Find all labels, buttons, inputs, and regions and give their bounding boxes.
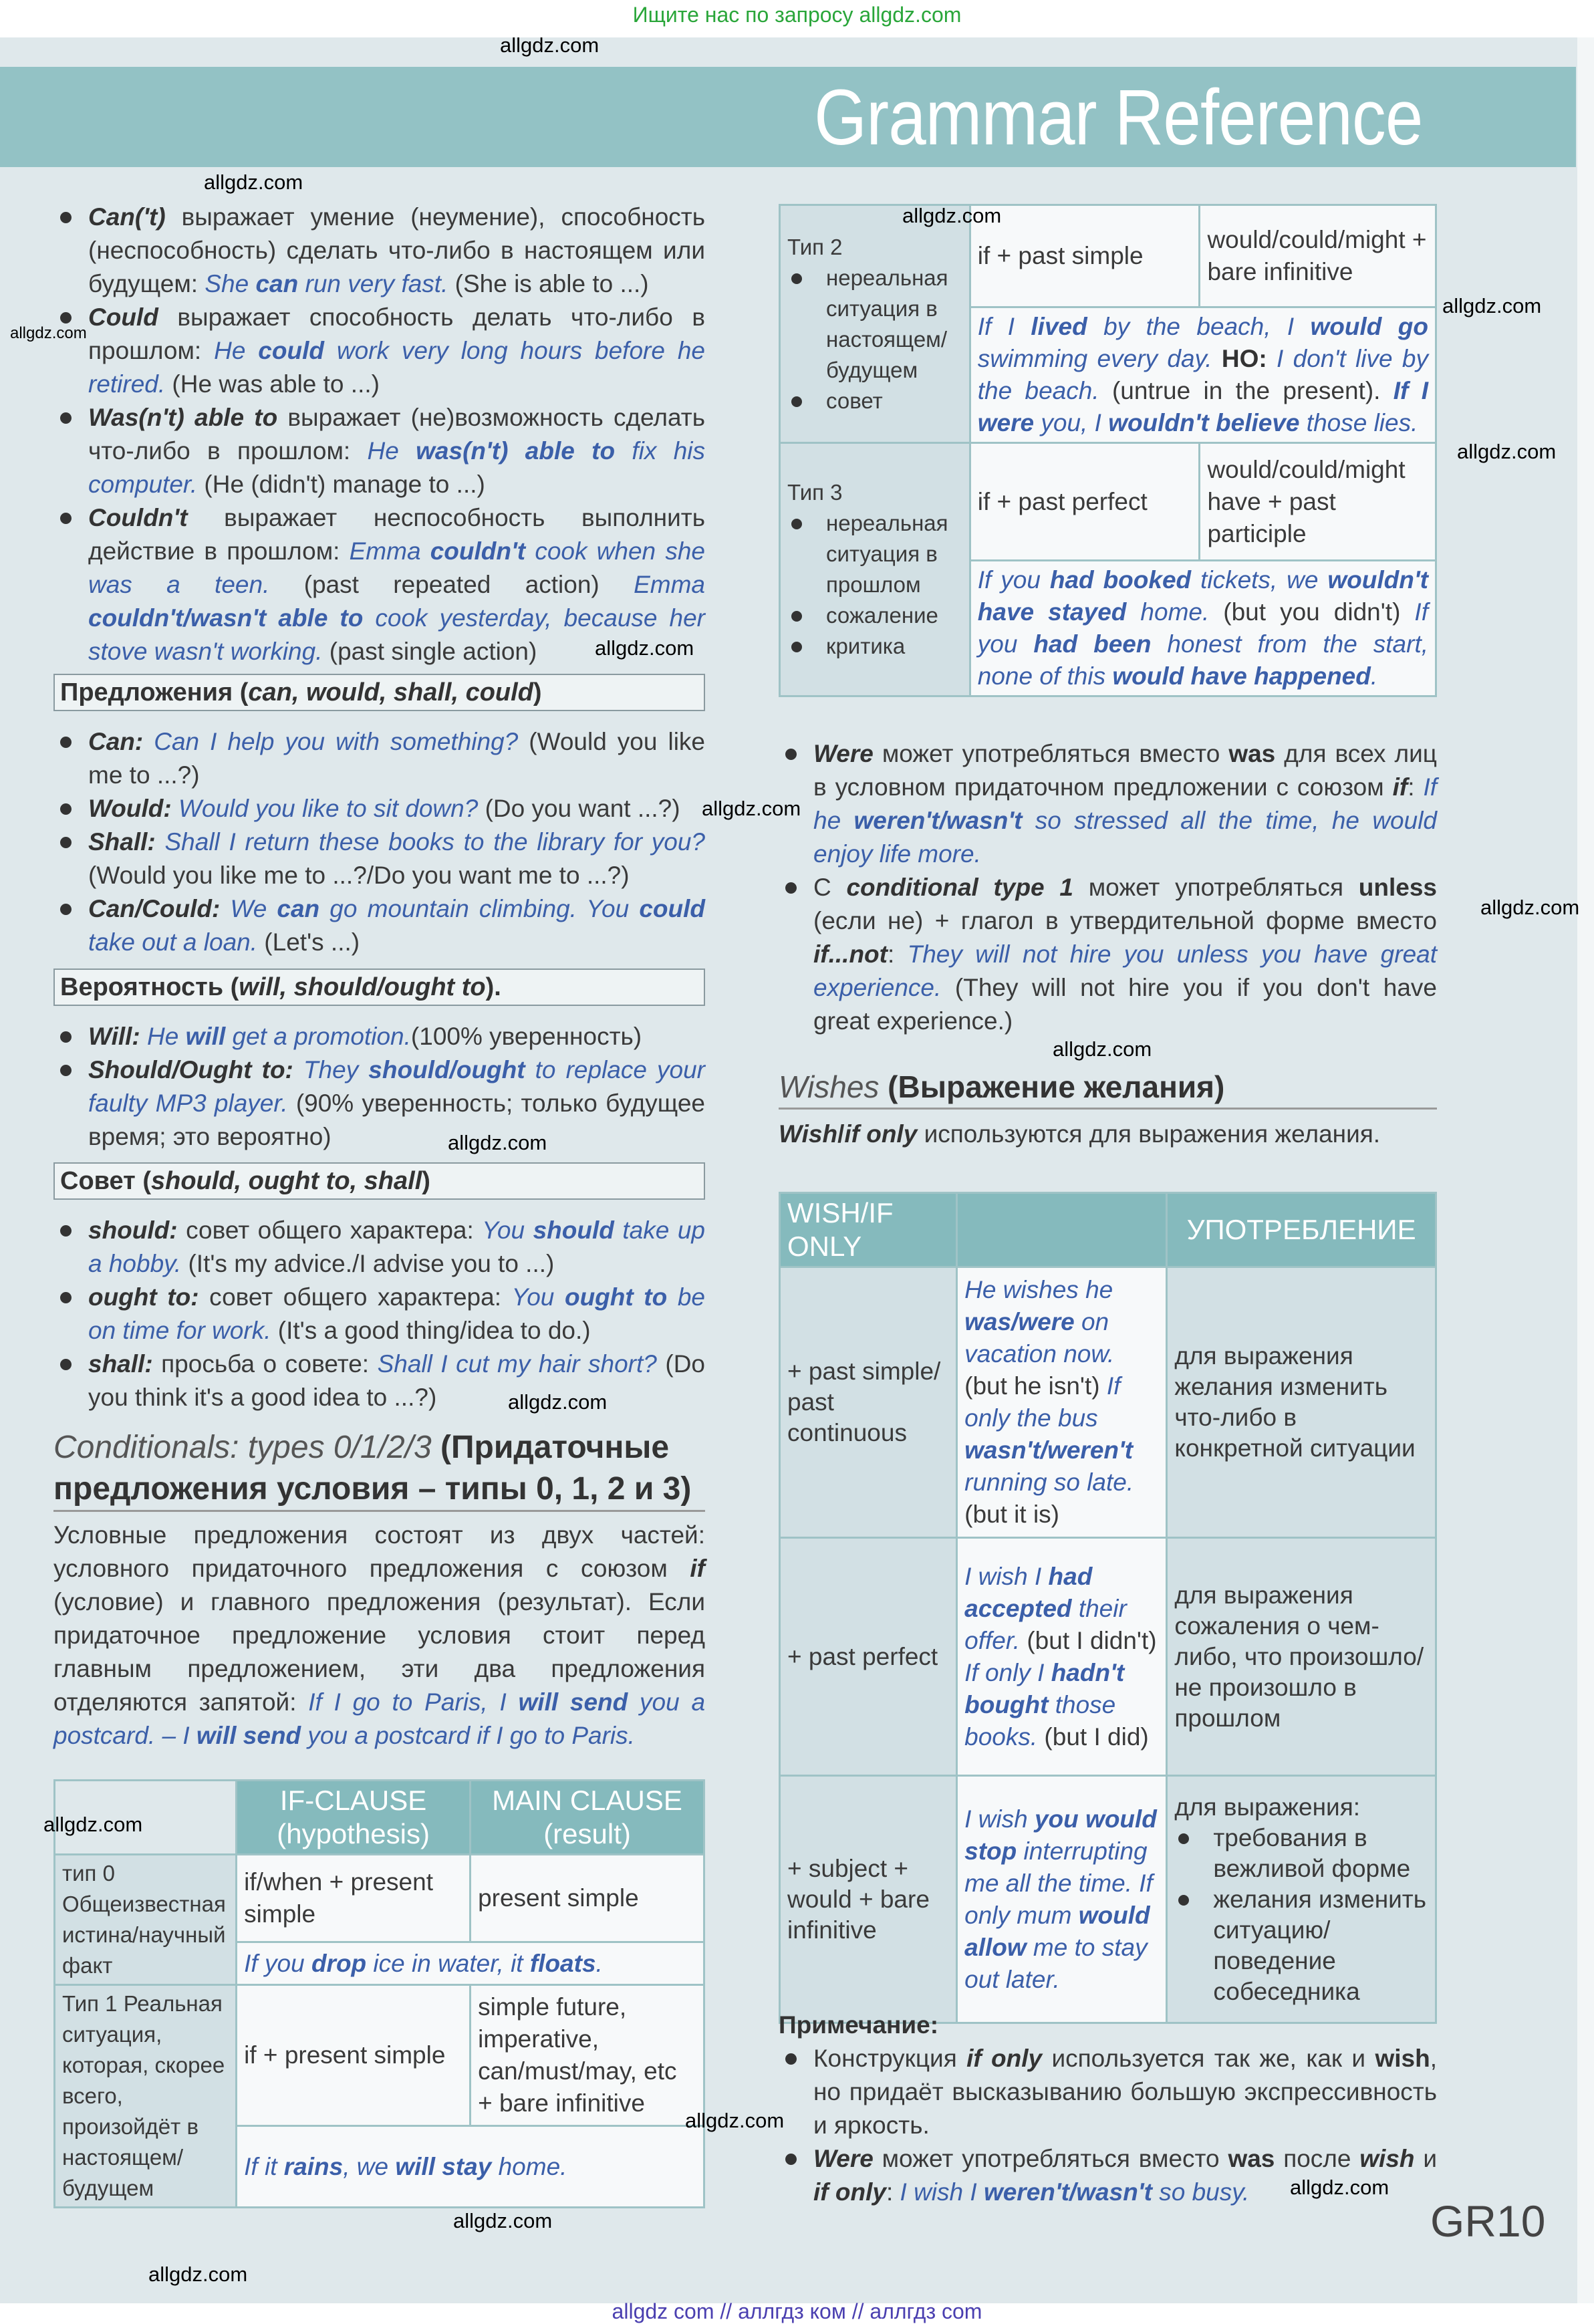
text-run: will stay	[395, 2152, 492, 2180]
text-run: if only	[813, 2178, 886, 2206]
text-run: Will:	[88, 1023, 148, 1050]
watermark: allgdz.com	[448, 1131, 547, 1154]
form-cell: + past perfect	[780, 1538, 957, 1776]
text-run: shall:	[88, 1350, 162, 1378]
text-run: может употребляться вместо	[873, 740, 1229, 767]
bottom-banner-note: allgdz com // аллгдз ком // аллгдз com	[612, 2299, 982, 2323]
text-run: ought to:	[88, 1283, 210, 1311]
text-run: I don't live by the beach.	[977, 345, 1428, 404]
text-run: If it	[244, 2152, 284, 2180]
text-run: will send	[196, 1722, 301, 1749]
watermark: allgdz.com	[595, 636, 694, 660]
text-run: swimming every day.	[977, 345, 1222, 372]
if-clause-cell: if + past perfect	[970, 443, 1200, 561]
section-box-offers	[53, 674, 705, 711]
text-run: I wish	[964, 1805, 1035, 1833]
header-if-clause: IF-CLAUSE (hypothesis)	[237, 1781, 471, 1855]
text-run: , we	[343, 2152, 396, 2180]
text-run: совет общего характера:	[209, 1283, 512, 1311]
list-item	[779, 871, 1437, 1038]
list-item	[53, 301, 705, 401]
text-run: wasn't/weren't	[964, 1436, 1134, 1464]
usage-list	[1174, 1823, 1428, 2007]
text-run: wish	[1359, 2145, 1415, 2172]
text-run: (90% уверенность; только будущее время; это вероятно)	[88, 1089, 705, 1150]
text-run: home.	[491, 2152, 567, 2180]
text-run: was(n't) able to	[416, 437, 616, 465]
text-run: me to stay out later.	[964, 1933, 1148, 1993]
list-item	[53, 725, 705, 792]
text-run: If I	[977, 313, 1031, 340]
text-run: Can I help you with something?	[154, 728, 519, 755]
header-empty	[957, 1193, 1167, 1267]
watermark: allgdz.com	[1290, 2176, 1389, 2199]
list-item	[53, 1214, 705, 1281]
list-item	[53, 892, 705, 959]
text-run: Shall I return these books to the library for you?	[164, 828, 705, 856]
text-run: Предложения (	[60, 678, 249, 706]
text-run: can	[277, 895, 320, 922]
text-run: He	[214, 337, 259, 364]
text-run: (It's my advice./I advise you to ...)	[181, 1250, 555, 1277]
text-run: unless	[1358, 874, 1437, 901]
conditionals-heading	[53, 1427, 705, 1512]
text-run: Wish	[779, 1120, 838, 1148]
list-item	[53, 1020, 705, 1053]
text-run: С	[813, 874, 847, 901]
text-run: (but I didn't)	[1020, 1626, 1157, 1654]
list-item	[53, 401, 705, 501]
text-run: :	[887, 940, 908, 968]
example-cell	[957, 1538, 1167, 1776]
row-label-type-1: Тип 1 Реальная ситуация, которая, скорее всего, произойдёт в настоящем/будущем	[55, 1985, 237, 2208]
text-run: Shall:	[88, 828, 165, 856]
type-label: Тип 3	[787, 480, 843, 505]
text-run: (It's a good thing/idea to do.)	[271, 1317, 591, 1344]
list-item: требования в вежливой форме	[1174, 1823, 1428, 1884]
text-run: was	[1228, 2145, 1275, 2172]
text-run: interrupting me all the time. If only mum	[964, 1837, 1153, 1929]
text-run: , но придаёт высказыванию большую экспрессивность и яркость.	[813, 2045, 1437, 2139]
text-run: Should/Ought to:	[88, 1056, 303, 1083]
text-run: Conditionals: types 0/1/2/3	[53, 1430, 432, 1465]
conditionals-table-0-1	[53, 1779, 705, 2208]
header-usage: УПОТРЕБЛЕНИЕ	[1167, 1193, 1436, 1267]
text-run: (Do you think it's a good idea to ...?)	[88, 1350, 705, 1411]
text-run: so busy.	[1152, 2178, 1250, 2206]
text-run: you a postcard if I go to Paris.	[301, 1722, 635, 1749]
text-run: would have happened	[1112, 662, 1371, 690]
text-run: Can/Could:	[88, 895, 231, 922]
text-run: Could	[88, 303, 158, 331]
text-run: ).	[485, 973, 501, 1001]
header-banner	[0, 67, 1576, 167]
text-run: to replace your faulty MP3 player.	[88, 1056, 705, 1117]
advice-list	[53, 1214, 705, 1414]
text-run: you a postcard. – I	[53, 1688, 706, 1749]
text-run: had booked	[1049, 566, 1192, 594]
text-run: (условие) и главного предложения (результат). Если придаточное предложение условия стоит перед главным предложением, эти два предложения отделяются запятой:	[53, 1588, 705, 1716]
list-item	[779, 2042, 1437, 2142]
text-run: Couldn't	[88, 504, 188, 531]
text-run: (but it is)	[964, 1501, 1059, 1528]
text-run: if	[690, 1555, 705, 1582]
list-item	[53, 201, 705, 301]
text-run: (He (didn't) manage to ...)	[197, 471, 485, 498]
header-main-clause: MAIN CLAUSE (result)	[471, 1781, 704, 1855]
row-label-type-3	[780, 443, 970, 696]
text-run: You	[482, 1216, 533, 1244]
list-item	[53, 1281, 705, 1347]
text-run: should, ought to, shall	[150, 1167, 422, 1195]
text-run: if	[1392, 773, 1408, 801]
page-edge	[1577, 37, 1594, 2303]
main-clause-cell: present simple	[471, 1855, 704, 1942]
list-item	[53, 1347, 705, 1414]
text-run: She	[205, 270, 256, 297]
form-cell: + subject + would + bare infinitive	[780, 1776, 957, 2023]
example-cell	[970, 561, 1436, 696]
header-wish-if-only: WISH/IF ONLY	[780, 1193, 957, 1267]
text-run: run very fast.	[298, 270, 448, 297]
text-run: Emma	[634, 571, 706, 598]
text-run: if...not	[813, 940, 888, 968]
example-cell	[957, 1267, 1167, 1538]
text-run: home.	[1126, 598, 1210, 626]
wishes-intro	[779, 1118, 1437, 1151]
text-run: work very long hours before he retired.	[88, 337, 705, 398]
watermark: allgdz.com	[204, 170, 303, 194]
text-run: so stressed all the time, he would enjoy life more.	[813, 807, 1437, 868]
text-run: They will not hire you unless you have great experience.	[813, 940, 1438, 1001]
watermark: allgdz.com	[43, 1813, 143, 1836]
text-run: If he	[813, 773, 1437, 834]
watermark: allgdz.com	[453, 2209, 553, 2232]
row-label-type-0: тип 0 Общеизвестная истина/научный факт	[55, 1855, 237, 1985]
watermark: allgdz.com	[902, 204, 1002, 227]
text-run: We	[230, 895, 277, 922]
text-run: take out a loan.	[88, 928, 258, 956]
text-run: .	[1370, 662, 1378, 690]
form-cell: + past simple/ past continuous	[780, 1267, 957, 1538]
if-clause-cell: if/when + present simple	[237, 1855, 471, 1942]
text-run: had been	[1033, 630, 1152, 658]
if-clause-cell: if + past simple	[970, 205, 1200, 307]
text-run: (Выражение желания)	[879, 1069, 1225, 1104]
watermark: allgdz.com	[1442, 294, 1542, 317]
list-item: нереальная ситуация в настоящем/будущем	[787, 263, 962, 386]
usage-cell: для выражения сожаления о чем-либо, что произошло/не произошло в прошлом	[1167, 1538, 1436, 1776]
probability-list	[53, 1020, 705, 1154]
text-run: should:	[88, 1216, 186, 1244]
text-run: They	[303, 1056, 369, 1083]
list-item	[779, 737, 1437, 871]
text-run: :	[1408, 773, 1424, 801]
modals-list	[53, 201, 705, 668]
text-run: would go	[1310, 313, 1428, 340]
text-run: Вероятность (	[60, 973, 239, 1001]
text-run: и	[1414, 2145, 1438, 2172]
text-run: (but he isn't)	[964, 1372, 1107, 1400]
text-run: rains	[283, 2152, 344, 2180]
text-run: просьба о совете:	[161, 1350, 378, 1378]
text-run: If I were	[977, 377, 1428, 436]
text-run: take up a hobby.	[88, 1216, 705, 1277]
list-item: критика	[787, 631, 962, 662]
text-run: couldn't/wasn't able to	[88, 604, 364, 632]
text-run: :	[886, 2178, 900, 2206]
text-run: Were	[813, 2145, 874, 2172]
text-run: get a promotion.	[225, 1023, 411, 1050]
main-clause-cell: would/could/might have + past participle	[1200, 443, 1436, 561]
text-run: (She is able to ...)	[448, 270, 649, 297]
text-run: Emma	[349, 537, 430, 565]
list-item: нереальная ситуация в прошлом	[787, 508, 962, 600]
text-run: those books.	[964, 1690, 1116, 1751]
usage-title: для выражения:	[1174, 1793, 1361, 1821]
text-run: drop	[311, 1949, 367, 1977]
text-run: Would you like to sit down?	[178, 795, 479, 822]
text-run: Would:	[88, 795, 178, 822]
text-run: He	[147, 1023, 186, 1050]
text-run: will send	[518, 1688, 628, 1716]
text-run: выражает неспособность выполнить действие в прошлом:	[88, 504, 705, 565]
text-run: (Would you like me to ...?/Do you want me to ...?)	[88, 862, 630, 889]
top-banner-note: Ищите нас по запросу allgdz.com	[632, 3, 962, 27]
text-run: couldn't	[430, 537, 526, 565]
watermark: allgdz.com	[702, 797, 801, 820]
main-clause-cell: simple future, imperative, can/must/may, etc + bare infinitive	[471, 1985, 704, 2126]
text-run: should/ought	[368, 1056, 525, 1083]
text-run: go mountain climbing. You	[319, 895, 640, 922]
type-label: Тип 2	[787, 234, 843, 259]
text-run: /	[837, 1120, 845, 1148]
text-run: (but you didn't)	[1209, 598, 1415, 626]
text-run: (but I did)	[1037, 1722, 1149, 1751]
watermark: allgdz.com	[1053, 1037, 1152, 1061]
text-run: выражает способность делать что-либо в прошлом:	[88, 303, 705, 364]
page-title: Grammar Reference	[813, 74, 1422, 162]
text-run: (untrue in the present).	[1099, 377, 1393, 404]
text-run: Условные предложения состоят из двух частей: условного придаточного предложения с союзом	[53, 1521, 705, 1582]
text-run: by the beach, I	[1087, 313, 1311, 340]
text-run: will, should/ought to	[239, 973, 486, 1001]
text-run: (past single action)	[322, 638, 537, 665]
example-cell	[957, 1776, 1167, 2023]
text-run: (Придаточные предложения условия – типы 0, 1, 2 и 3)	[53, 1430, 692, 1507]
text-run: can, would, shall, could	[248, 678, 533, 706]
text-run: используется так же, как и	[1042, 2045, 1375, 2072]
row-label-type-2	[780, 205, 970, 443]
page-number: GR10	[1430, 2196, 1546, 2246]
text-run: would allow	[964, 1901, 1150, 1961]
text-run: you would stop	[964, 1805, 1157, 1865]
text-run: для всех лиц в условном придаточном предложении с союзом	[813, 740, 1438, 801]
type-bullets	[787, 508, 962, 662]
list-item	[53, 792, 705, 825]
text-run: может употребляться вместо	[873, 2145, 1228, 2172]
text-run: ice in water, it	[366, 1949, 530, 1977]
text-run: Совет (	[60, 1167, 151, 1195]
text-run: I wish I	[900, 2178, 984, 2206]
watermark: allgdz.com	[148, 2263, 248, 2286]
watermark: allgdz.com	[10, 324, 87, 342]
list-item	[53, 825, 705, 892]
text-run: If only the bus	[964, 1372, 1121, 1432]
text-run: wish	[1375, 2045, 1430, 2072]
usage-cell	[1167, 1776, 1436, 2023]
text-run: was	[1228, 740, 1276, 767]
text-run: on vacation now.	[964, 1308, 1115, 1368]
if-clause-cell: if + present simple	[237, 1985, 471, 2126]
conditional-notes	[779, 737, 1437, 1038]
text-run: If you	[977, 598, 1428, 658]
text-run: может употребляться	[1073, 874, 1359, 901]
wish-table	[779, 1192, 1437, 2024]
text-run: выражает умение (неумение), способность (неспособность) сделать что-либо в настоящем или будущем:	[88, 203, 705, 297]
text-run: (Do you want ...?)	[478, 795, 680, 822]
text-run: floats	[529, 1949, 596, 1977]
text-run: lived	[1031, 313, 1087, 340]
text-run: cook yesterday, because her stove wasn't working.	[88, 604, 705, 665]
text-run: If you	[977, 566, 1050, 594]
text-run: (100% уверенность)	[410, 1023, 642, 1050]
list-item: сожаление	[787, 600, 962, 631]
text-run: weren't/wasn't	[983, 2178, 1152, 2206]
text-run: Shall I cut my hair short?	[377, 1350, 657, 1378]
text-run: was/were	[964, 1308, 1075, 1335]
text-run: can	[255, 270, 299, 297]
text-run: Can:	[88, 728, 154, 755]
text-run: Were	[813, 740, 874, 767]
text-run: )	[422, 1167, 430, 1195]
text-run: weren't/wasn't	[853, 807, 1023, 834]
text-run: fix his computer.	[88, 437, 706, 498]
text-run: I wish I	[964, 1562, 1049, 1590]
text-run: running so late.	[964, 1468, 1134, 1496]
text-run: their offer.	[964, 1594, 1127, 1654]
text-run: ought to	[564, 1283, 668, 1311]
text-run: will	[185, 1023, 226, 1050]
text-run: (Let's ...)	[257, 928, 360, 956]
text-run: You	[511, 1283, 565, 1311]
text-run: используются для выражения желания.	[917, 1120, 1381, 1148]
conditionals-text	[53, 1519, 705, 1753]
main-clause-cell: would/could/might + bare infinitive	[1200, 205, 1436, 307]
text-run: (past repeated action)	[269, 571, 634, 598]
text-run: If only I	[964, 1658, 1051, 1686]
remark-title: Примечание:	[779, 2011, 939, 2039]
text-run: Конструкция	[813, 2045, 967, 2072]
watermark: allgdz.com	[1457, 440, 1557, 463]
example-cell	[970, 307, 1436, 443]
text-run: if only	[966, 2045, 1043, 2072]
text-run: совет общего характера:	[186, 1216, 483, 1244]
text-run: He	[367, 437, 416, 465]
wishes-heading	[779, 1066, 1437, 1110]
text-run: hadn't bought	[964, 1658, 1125, 1718]
text-run: выражает (не)возможность сделать что-либо в прошлом:	[88, 404, 705, 465]
text-run: tickets, we	[1191, 566, 1328, 594]
text-run: после	[1275, 2145, 1360, 2172]
text-run: If I go to Paris, I	[308, 1688, 519, 1716]
text-run: if only	[844, 1120, 918, 1148]
section-box-probability	[53, 969, 705, 1006]
text-run: )	[533, 678, 542, 706]
text-run: those lies.	[1299, 409, 1418, 436]
text-run: you, I	[1034, 409, 1109, 436]
watermark: allgdz.com	[1480, 896, 1580, 919]
watermark: allgdz.com	[508, 1390, 608, 1414]
list-item: совет	[787, 386, 962, 416]
watermark: allgdz.com	[685, 2109, 785, 2132]
usage-cell: для выражения желания изменить что-либо в конкретной ситуации	[1167, 1267, 1436, 1538]
text-run: If you	[244, 1949, 311, 1977]
offers-list	[53, 725, 705, 959]
text-run: should	[533, 1216, 614, 1244]
type-bullets	[787, 263, 962, 416]
text-run: Was(n't) able to	[88, 404, 278, 431]
conditionals-table-2-3	[779, 204, 1437, 697]
text-run: Can('t)	[88, 203, 166, 231]
example-cell	[237, 2126, 704, 2208]
text-run: could	[258, 337, 324, 364]
text-run: .	[595, 1949, 603, 1977]
watermark: allgdz.com	[500, 33, 600, 57]
text-run: honest from the start, none of this	[977, 630, 1429, 690]
list-item: желания изменить ситуацию/поведение собеседника	[1174, 1884, 1428, 2007]
text-run: (если не) + глагол в утвердительной форме вместо	[813, 907, 1437, 934]
text-run: wouldn't have stayed	[977, 566, 1428, 626]
text-run: could	[639, 895, 705, 922]
text-run: had accepted	[964, 1562, 1093, 1622]
section-box-advice	[53, 1162, 705, 1200]
text-run: (He was able to ...)	[165, 370, 380, 398]
text-run: be on time for work.	[88, 1283, 705, 1344]
text-run: (They will not hire you if you don't have great experience.)	[813, 974, 1437, 1035]
text-run: cook when she was a teen.	[88, 537, 705, 598]
list-item	[53, 1053, 705, 1154]
text-run: He wishes he	[964, 1276, 1113, 1303]
text-run: conditional type 1	[846, 874, 1073, 901]
example-cell	[237, 1942, 704, 1985]
text-run: (Would you like me to ...?)	[88, 728, 706, 789]
text-run: НО:	[1221, 345, 1277, 372]
text-run: Wishes	[779, 1069, 880, 1104]
text-run: wouldn't believe	[1108, 409, 1300, 436]
